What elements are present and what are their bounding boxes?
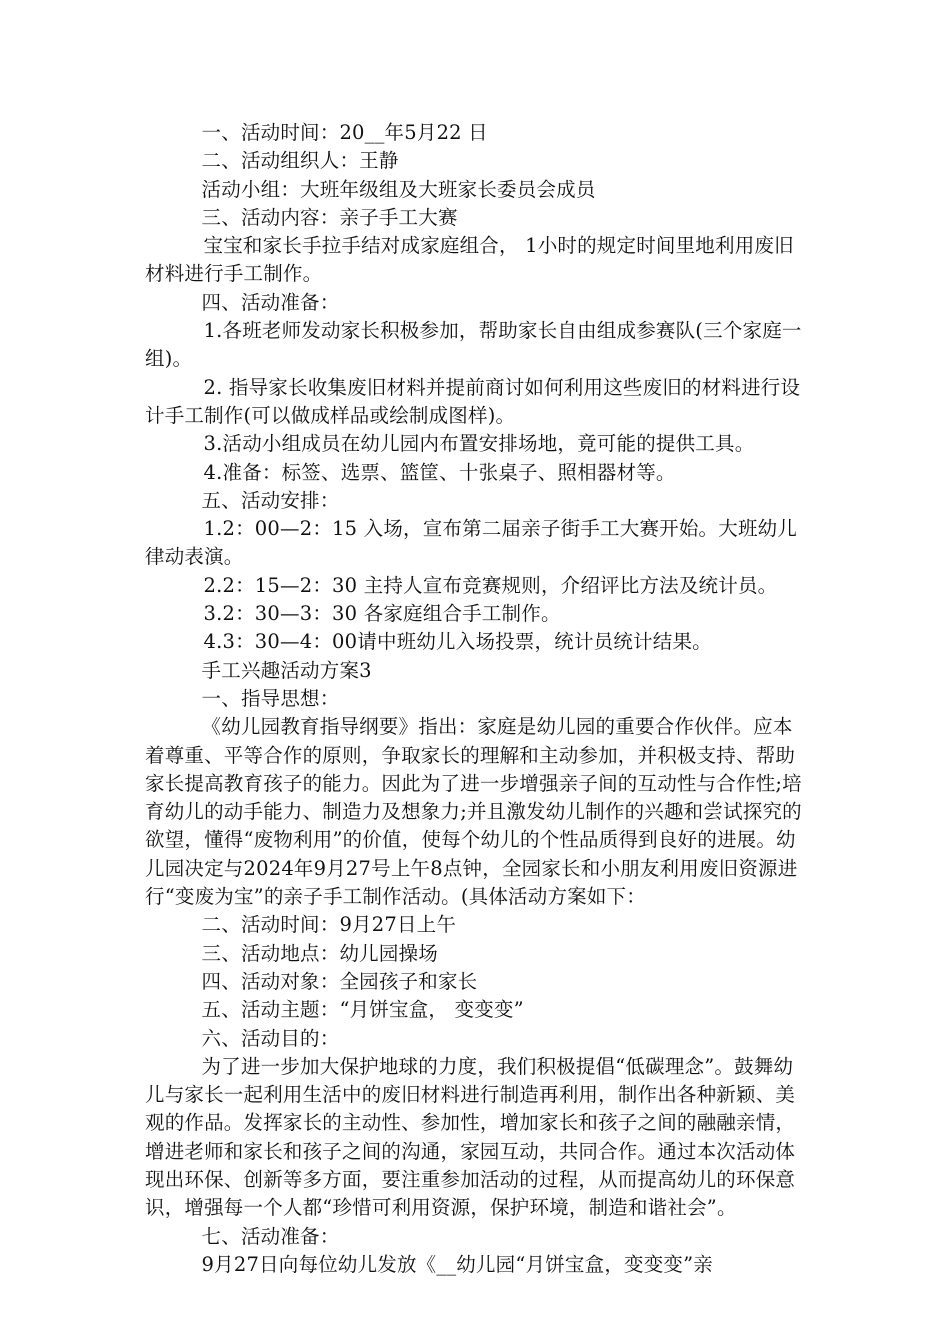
paragraph-purpose-heading: 六、活动目的： xyxy=(201,1026,340,1050)
paragraph-preparation-heading-2: 七、活动准备： xyxy=(201,1224,340,1248)
paragraph-content-description: 宝宝和家长手拉手结对成家庭组合， 1小时的规定时间里地利用废旧材料进行手工制作。 xyxy=(145,234,794,286)
paragraph-purpose: 为了进一步加大保护地球的力度，我们积极提倡“低碳理念”。鼓舞幼儿与家长一起利用生活中的废旧材料进行制造再利用，制作出各种新颖、美观的作品。发挥家长的主动性、参加性，增加家长和孩子之间的融融亲情，增进老师和家长和孩子之间的沟通，家园互动，共同合作。通过本次活动体现出环保、创新等多方面，要注重参加活动的过程，从而提高幼儿的环保意识，增强每一个人都“珍惜可利用资源，保护环境，制造和谐社会”。 xyxy=(145,1054,796,1220)
paragraph-location: 三、活动地点：幼儿园操场 xyxy=(201,941,438,965)
paragraph-activity-content: 三、活动内容：亲子手工大赛 xyxy=(201,205,458,229)
paragraph-organizer: 二、活动组织人：王静 xyxy=(201,149,399,173)
paragraph-preparation-detail: 9月27日向每位幼儿发放《__幼儿园“月饼宝盒，变变变”亲 xyxy=(201,1252,714,1276)
document-body xyxy=(145,119,810,1279)
paragraph-time: 二、活动时间：9月27日上午 xyxy=(201,913,457,937)
paragraph-preparation-3: 3.活动小组成员在幼儿园内布置安排场地，竟可能的提供工具。 xyxy=(203,432,755,456)
paragraph-guiding-ideology-heading: 一、指导思想： xyxy=(201,686,340,710)
paragraph-schedule-heading: 五、活动安排： xyxy=(201,488,340,512)
paragraph-preparation-4: 4.准备：标签、选票、篮筐、十张桌子、照相器材等。 xyxy=(203,460,676,484)
paragraph-schedule-4: 4.3：30—4：00请中班幼儿入场投票，统计员统计结果。 xyxy=(203,630,712,654)
paragraph-theme: 五、活动主题：“月饼宝盒， 变变变” xyxy=(201,998,524,1022)
paragraph-preparation-1: 1.各班老师发动家长积极参加，帮助家长自由组成参赛队(三个家庭一组)。 xyxy=(145,319,802,371)
paragraph-schedule-2: 2.2：15—2：30 主持人宣布竞赛规则，介绍评比方法及统计员。 xyxy=(203,573,778,597)
paragraph-activity-group: 活动小组：大班年级组及大班家长委员会成员 xyxy=(201,177,596,201)
paragraph-preparation-2: 2. 指导家长收集废旧材料并提前商讨如何利用这些废旧的材料进行设计手工制作(可以做成样品或绘制成图样)。 xyxy=(145,375,801,427)
paragraph-preparation-heading: 四、活动准备： xyxy=(201,290,340,314)
paragraph-guiding-ideology: 《幼儿园教育指导纲要》指出：家庭是幼儿园的重要合作伙伴。应本着尊重、平等合作的原则，争取家长的理解和主动参加，并积极支持、帮助家长提高教育孩子的能力。因此为了进一步增强亲子间的互动性与合作性;培育幼儿的动手能力、制造力及想象力;并且激发幼儿制作的兴趣和尝试探究的欲望，懂得“废物利用”的价值，使每个幼儿的个性品质得到良好的进展。幼儿园决定与2024年9月27号上午8点钟，全园家长和小朋友利用废旧资源进行“变废为宝”的亲子手工制作活动。(具体活动方案如下： xyxy=(145,715,802,909)
paragraph-schedule-1: 1.2：00—2：15 入场，宣布第二届亲子街手工大赛开始。大班幼儿律动表演。 xyxy=(145,517,798,569)
section-title-plan-3: 手工兴趣活动方案3 xyxy=(201,658,372,682)
paragraph-participants: 四、活动对象：全园孩子和家长 xyxy=(201,969,478,993)
paragraph-activity-time: 一、活动时间：20__年5月22 日 xyxy=(201,121,488,144)
paragraph-schedule-3: 3.2：30—3：30 各家庭组合手工制作。 xyxy=(203,602,561,626)
